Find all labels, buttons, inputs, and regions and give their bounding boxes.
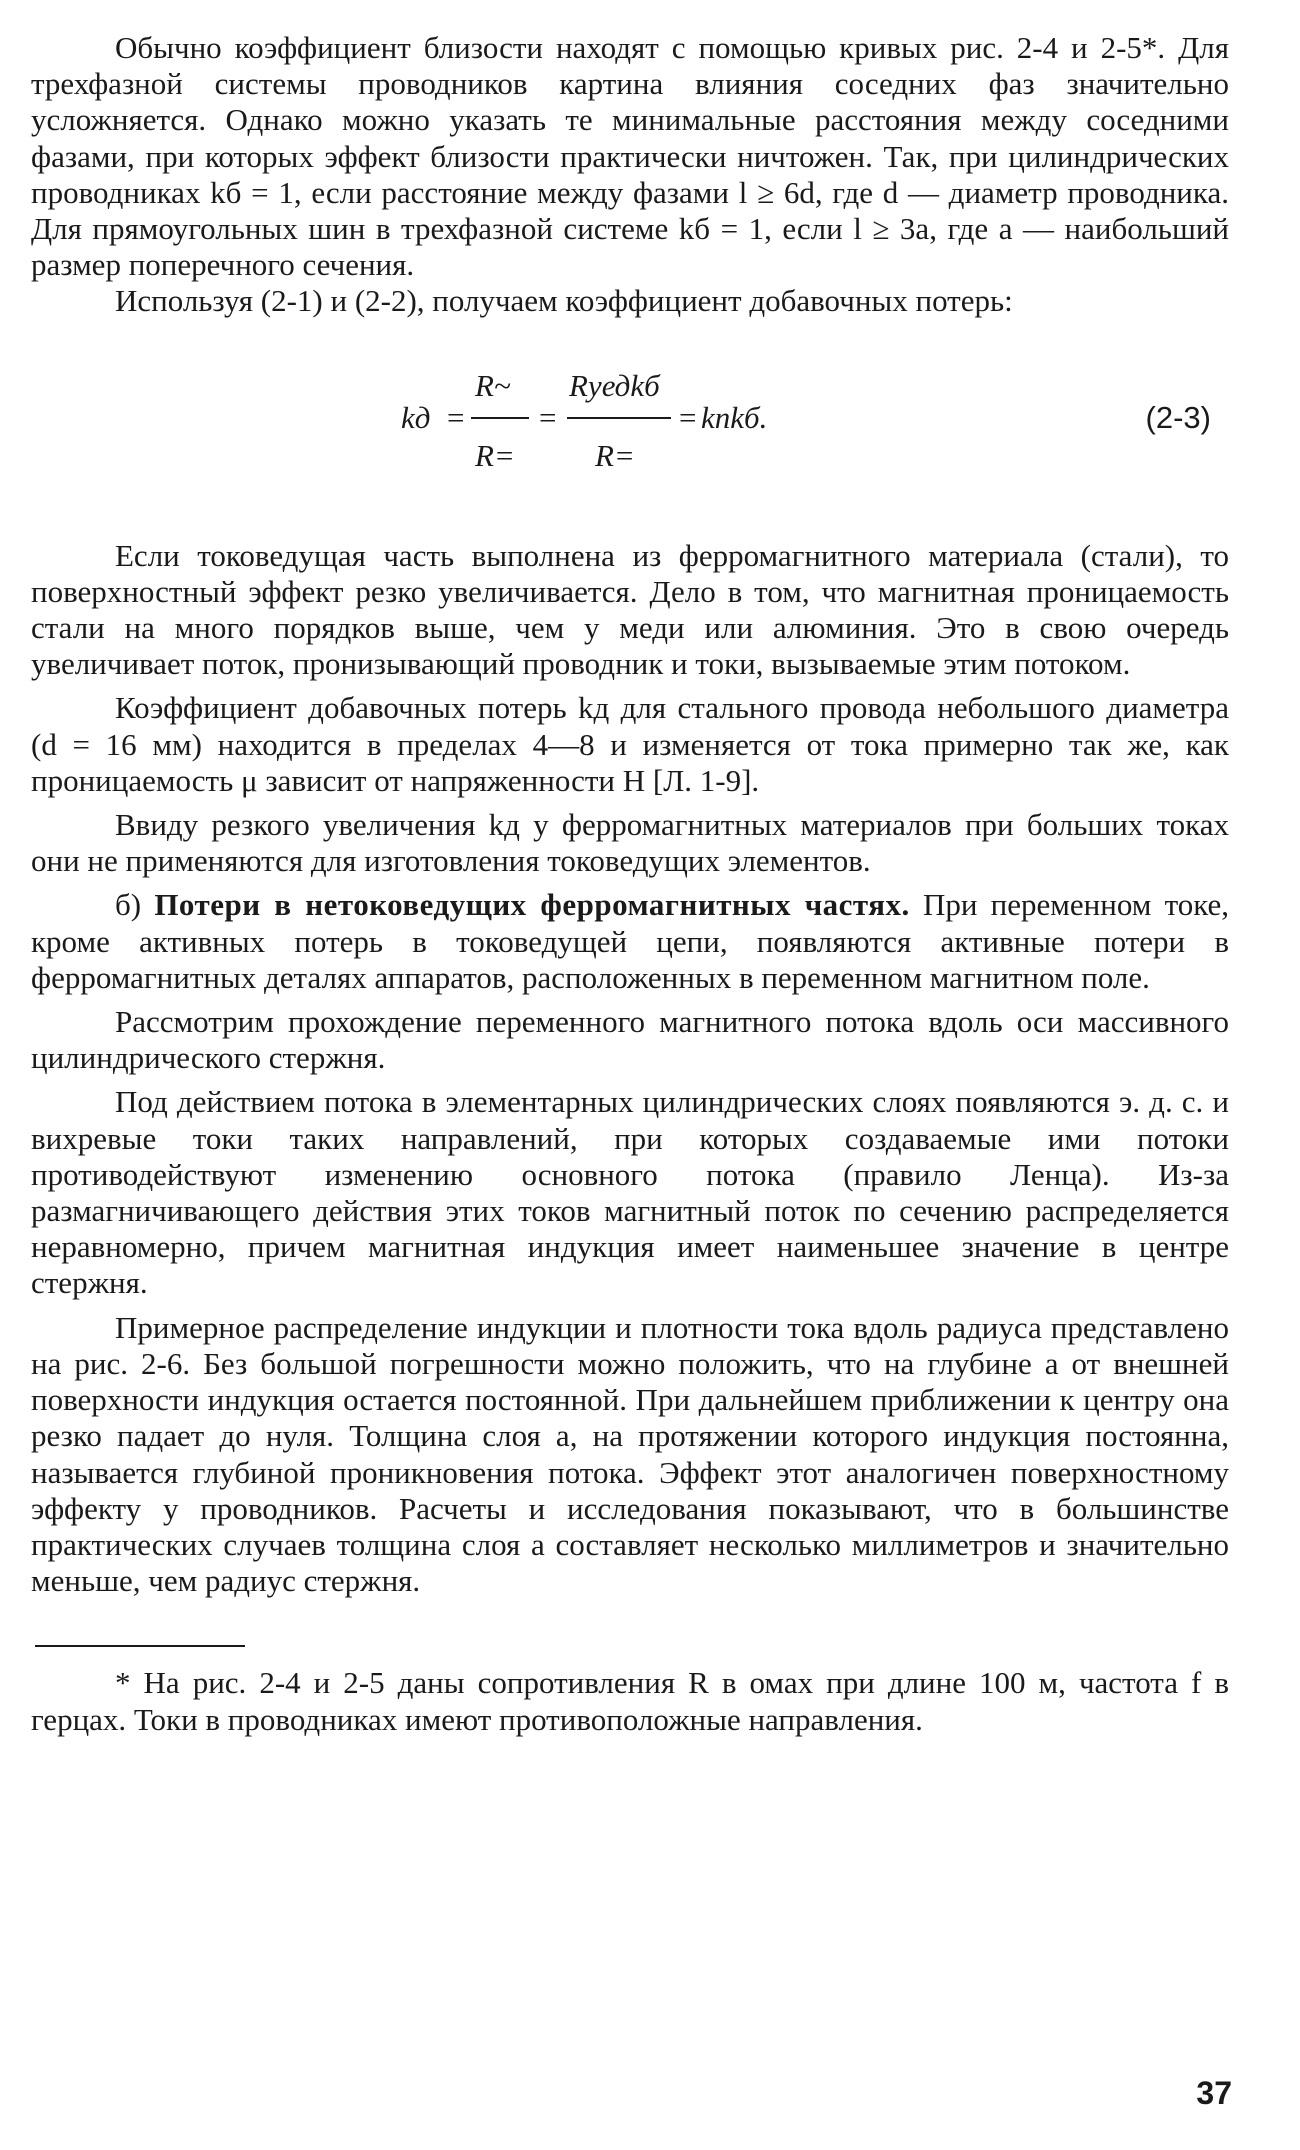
section-b-body: При переменном токе, кроме активных потерь в токоведущей цепи, появляются активные потери в ферромагнитных деталях аппаратов, расположенных в переменном магнитном поле. [31, 887, 1230, 995]
paragraph-proximity-coefficient: Обычно коэффициент близости находят с помощью кривых рис. 2-4 и 2-5*. Для трехфазной системы проводников картина влияния соседних фаз значительно усложняется. Однако можно указать те минимальные расстояния между соседними фазами, при которых эффект близости практически ничтожен. Так, при цилиндрических проводниках kб = 1, если расстояние между фазами l ≥ 6d, где d — диаметр проводника. Для прямоугольных шин в трехфазной системе kб = 1, если l ≥ 3a, где a — наибольший размер поперечного сечения. [31, 30, 1229, 283]
paragraph-not-used-conclusion: Ввиду резкого увеличения kд у ферромагнитных материалов при больших токах они не применяются для изготовления токоведущих элементов. [31, 807, 1229, 879]
formula-num2: Rуедkб [569, 367, 660, 403]
formula-num1: R~ [475, 367, 511, 403]
formula-lhs: kд [401, 399, 431, 435]
formula-eq1: = [447, 399, 465, 435]
formula-2-3 [31, 356, 1229, 480]
formula-number: (2-3) [1145, 399, 1211, 435]
formula-den1: R= [475, 437, 515, 473]
formula-den2: R= [595, 437, 635, 473]
section-b-prefix: б) [115, 887, 155, 923]
paragraph-ferromagnetic-conductor: Если токоведущая часть выполнена из ферромагнитного материала (стали), то поверхностный эффект резко увеличивается. Дело в том, что магнитная проницаемость стали на много порядков выше, чем у меди или алюминия. Это в свою очередь увеличивает поток, пронизывающий проводник и токи, вызываемые этим потоком. [31, 537, 1229, 682]
paragraph-section-b [31, 887, 1229, 996]
paragraph-consider-flux: Рассмотрим прохождение переменного магнитного потока вдоль оси массивного цилиндрического стержня. [31, 1004, 1229, 1076]
paragraph-eddy-currents: Под действием потока в элементарных цилиндрических слоях появляются э. д. с. и вихревые токи таких направлений, при которых создаваемые ими потоки противодействуют изменению основного потока (правило Ленца). Из-за размагничивающего действия этих токов магнитный поток по сечению распределяется неравномерно, причем магнитная индукция имеет наименьшее значение в центре стержня. [31, 1084, 1229, 1301]
paragraph-additional-losses-intro: Используя (2-1) и (2-2), получаем коэффициент добавочных потерь: [115, 283, 1013, 319]
paragraph-penetration-depth: Примерное распределение индукции и плотности тока вдоль радиуса представлено на рис. 2-6. Без большой погрешности можно положить, что на глубине a от внешней поверхности индукция остается постоянной. При дальнейшем приближении к центру она резко падает до нуля. Толщина слоя a, на протяжении которого индукция постоянна, называется глубиной проникновения потока. Эффект этот аналогичен поверхностному эффекту у проводников. Расчеты и исследования показывают, что в большинстве практических случаев толщина слоя a составляет несколько миллиметров и значительно меньше, чем радиус стержня. [31, 1309, 1229, 1599]
formula-expression [401, 356, 921, 480]
formula-rhs: kпkб. [701, 399, 768, 435]
paragraph-steel-wire-coefficient: Коэффициент добавочных потерь kд для стального провода небольшого диаметра (d = 16 мм) находится в пределах 4—8 и изменяется от тока примерно так же, как проницаемость μ зависит от напряженности H [Л. 1-9]. [31, 690, 1229, 798]
formula-eq2: = [539, 399, 557, 435]
section-b-heading: Потери в нетоковедущих ферромагнитных частях. [154, 887, 910, 923]
formula-eq3: = [679, 399, 697, 435]
footnote-separator [35, 1645, 245, 1647]
text-column [31, 30, 1229, 1738]
page-number: 37 [1196, 2075, 1232, 2111]
footnote: * На рис. 2-4 и 2-5 даны сопротивления R в омах при длине 100 м, частота f в герцах. Токи в проводниках имеют противоположные направления. [31, 1665, 1229, 1737]
